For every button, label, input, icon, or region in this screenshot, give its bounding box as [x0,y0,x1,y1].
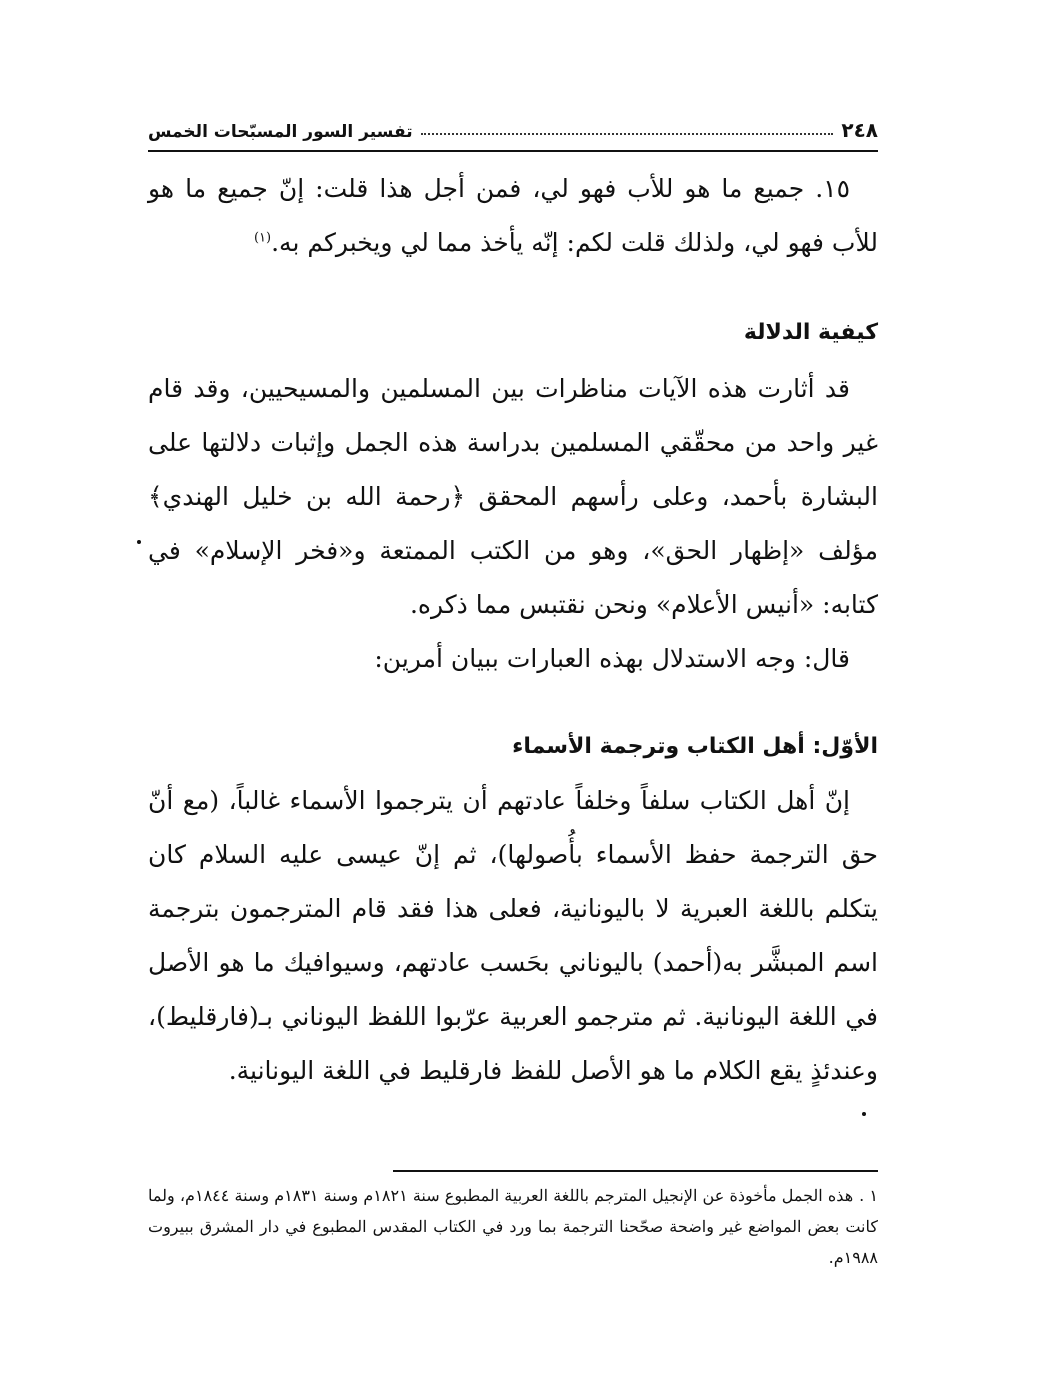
first-section-paragraph: إنّ أهل الكتاب سلفاً وخلفاً عادتهم أن يترجموا الأسماء غالباً، (مع أنّ حق الترجمة حفظ الأسماء بأُصولها)، ثم إنّ عيسى عليه السلام كان يتكلم باللغة العبرية لا باليونانية، فعلى هذا فقد قام المترجمون بترجمة اسم المبشَّر به(أحمد) باليوناني بحَسب عادتهم، وسيوافيك ما هو الأصل في اللغة اليونانية. ثم مترجمو العربية عرّبوا اللفظ اليوناني بـ(فارقليط)، وعندئذٍ يقع الكلام ما هو الأصل للفظ فارقليط في اللغة اليونانية. [148,786,878,1085]
stray-dot [862,1112,866,1116]
header-dot-leader [421,133,834,135]
dalala-paragraph: قد أثارت هذه الآيات مناظرات بين المسلمين والمسيحيين، وقد قام غير واحد من محقّقي المسلمين بدراسة هذه الجمل وإثبات دلالتها على البشارة بأحمد، وعلى رأسهم المحقق ﴿رحمة الله بن خليل الهندي﴾ مؤلف «إظهار الحق»، وهو من الكتب الممتعة و«فخر الإسلام» في كتابه: «أنيس الأعلام» ونحن نقتبس مما ذكره. [148,374,878,619]
book-title: تفسير السور المسبّحات الخمس [148,122,413,142]
section-heading-first: الأوّل: أهل الكتاب وترجمة الأسماء [512,734,878,759]
footnote [148,1180,878,1273]
header-rule [148,150,878,152]
footnote-reference: (١) [253,230,272,246]
footnote-rule [393,1170,878,1172]
verse-text: ١٥. جميع ما هو للأب فهو لي، فمن أجل هذا قلت: إنّ جميع ما هو للأب فهو لي، ولذلك قلت لكم: إنّه يأخذ مما لي ويخبركم به. [148,174,878,257]
quote-intro: قال: وجه الاستدلال بهذه العبارات ببيان أمرين: [374,644,850,673]
running-header [148,108,878,142]
book-page [148,0,878,1395]
footnote-text: هذه الجمل مأخوذة عن الإنجيل المترجم باللغة العربية المطبوع سنة ١٨٢١م وسنة ١٨٣١م وسنة ١٨٤٤م، ولما كانت بعض المواضع غير واضحة صحّحنا الترجمة بما ورد في الكتاب المقدس المطبوع في دار المشرق ببيروت ١٩٨٨م. [148,1186,878,1267]
page-number: ٢٤٨ [841,118,878,142]
section-heading-dalala: كيفية الدلالة [743,320,878,345]
margin-mark [137,540,141,544]
verse-paragraph [148,162,878,270]
footnote-number: ١ . [859,1186,878,1205]
